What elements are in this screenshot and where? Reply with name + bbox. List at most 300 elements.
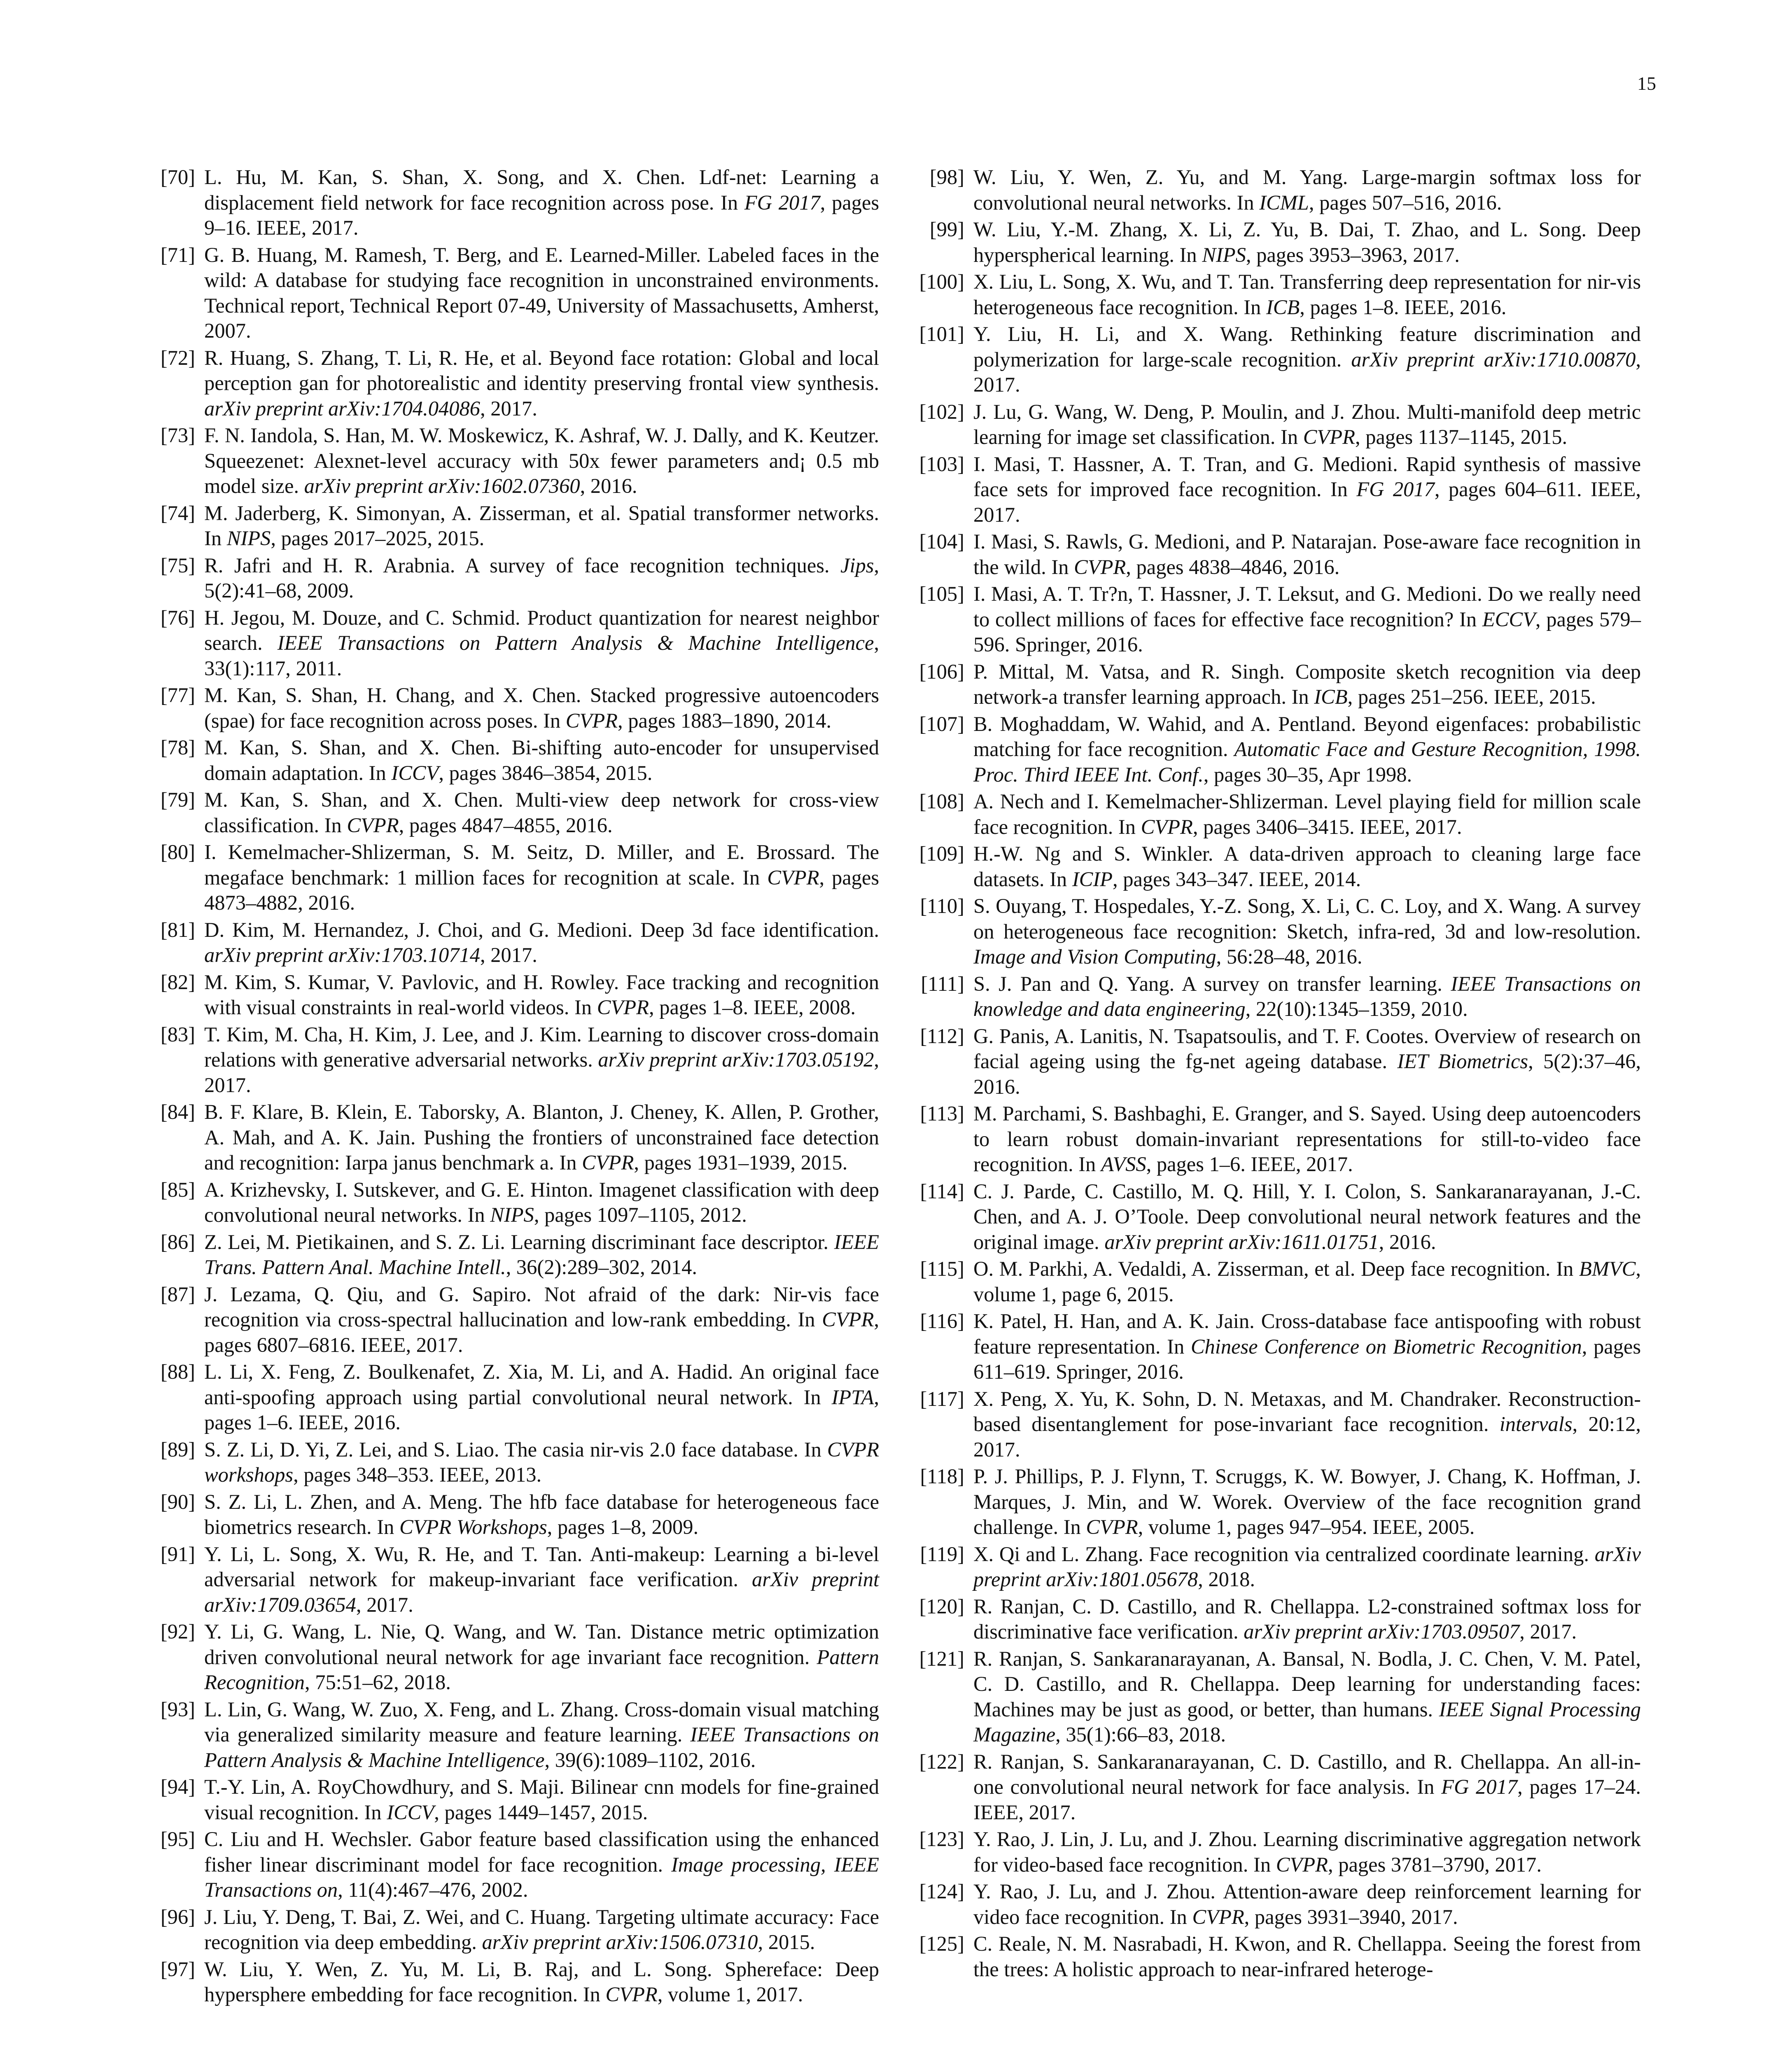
reference-segment: Y. Rao, J. Lin, J. Lu, and J. Zhou. Learning discriminative aggregation network for video-based face recognition. In xyxy=(973,1828,1641,1876)
reference-text xyxy=(204,1022,879,1098)
reference-venue: Pattern Recognition xyxy=(204,1645,879,1694)
reference-venue: IEEE Signal Processing Magazine xyxy=(973,1697,1641,1746)
reference-entry xyxy=(152,501,879,551)
reference-text xyxy=(204,1230,879,1280)
reference-segment: I. Kemelmacher-Shlizerman, S. M. Seitz, D. Miller, and E. Brossard. The megaface benchmark: 1 million faces for recognition at scale. In xyxy=(204,840,879,889)
reference-entry xyxy=(914,1179,1641,1255)
reference-segment: W. Liu, Y. Wen, Z. Yu, and M. Yang. Large-margin softmax loss for convolutional neural networks. In xyxy=(973,166,1641,214)
reference-text xyxy=(204,970,879,1020)
reference-segment: , pages 4873–4882, 2016. xyxy=(204,866,880,914)
reference-number: [75] xyxy=(160,553,195,577)
reference-segment: S. J. Pan and Q. Yang. A survey on transfer learning. xyxy=(973,972,1451,995)
reference-text xyxy=(204,501,879,551)
reference-segment: , pages 4838–4846, 2016. xyxy=(1126,555,1340,579)
reference-number: [107] xyxy=(919,712,964,735)
reference-segment: B. F. Klare, B. Klein, E. Taborsky, A. Blanton, J. Cheney, K. Allen, P. Grother, A. Mah, and A. K. Jain. Pushing the frontiers of unconstrained face detection and recognition: Iarpa janus benchmark a. In xyxy=(204,1100,879,1174)
reference-segment: C. Liu and H. Wechsler. Gabor feature based classification using the enhanced fisher linear discriminant model for face recognition. xyxy=(204,1828,879,1876)
reference-number: [100] xyxy=(919,270,964,293)
reference-number: [120] xyxy=(919,1594,964,1618)
reference-entry xyxy=(152,605,879,682)
reference-segment: , 2016. xyxy=(580,474,637,497)
reference-text xyxy=(973,1101,1641,1177)
reference-text xyxy=(973,1827,1641,1877)
reference-number: [110] xyxy=(920,894,964,917)
reference-venue: ICCV xyxy=(391,761,439,784)
reference-number: [72] xyxy=(160,346,195,369)
reference-text xyxy=(204,553,879,604)
reference-segment: , pages 1–8, 2009. xyxy=(547,1515,699,1538)
reference-text xyxy=(204,165,879,241)
reference-entry xyxy=(914,1101,1641,1177)
reference-number: [81] xyxy=(160,918,195,941)
reference-venue: IEEE Transactions on knowledge and data engineering xyxy=(973,972,1641,1020)
reference-entry xyxy=(914,1464,1641,1540)
reference-entry xyxy=(914,1749,1641,1826)
reference-segment: , pages 348–353. IEEE, 2013. xyxy=(293,1463,542,1486)
reference-segment: , pages 1883–1890, 2014. xyxy=(618,709,832,732)
reference-entry xyxy=(152,917,879,968)
reference-entry xyxy=(152,1437,879,1488)
reference-venue: IEEE Transactions on Pattern Analysis & Machine Intelligence xyxy=(204,1723,879,1772)
reference-segment: , pages 17–24. IEEE, 2017. xyxy=(973,1775,1641,1824)
reference-venue: ICB xyxy=(1266,295,1300,319)
reference-number: [97] xyxy=(160,1957,195,1981)
reference-segment: W. Liu, Y. Wen, Z. Yu, M. Li, B. Raj, and L. Song. Sphereface: Deep hypersphere embedding for face recognition. In xyxy=(204,1957,879,2006)
reference-text xyxy=(973,399,1641,450)
reference-segment: W. Liu, Y.-M. Zhang, X. Li, Z. Yu, B. Dai, T. Zhao, and L. Song. Deep hyperspherical learning. In xyxy=(973,218,1641,266)
reference-entry xyxy=(152,1905,879,1955)
references-left-column xyxy=(152,165,879,2009)
reference-text xyxy=(973,1594,1641,1645)
reference-text xyxy=(973,322,1641,398)
reference-number: [121] xyxy=(919,1647,964,1670)
reference-segment: L. Li, X. Feng, Z. Boulkenafet, Z. Xia, M. Li, and A. Hadid. An original face anti-spoofing approach using partial convolutional neural network. In xyxy=(204,1360,879,1409)
reference-number: [99] xyxy=(929,218,964,241)
reference-venue: ICIP xyxy=(1072,867,1113,891)
reference-entry xyxy=(152,683,879,733)
reference-text xyxy=(204,423,879,499)
reference-venue: IPTA xyxy=(831,1385,874,1409)
reference-segment: P. J. Phillips, P. J. Flynn, T. Scruggs, K. W. Bowyer, J. Chang, K. Hoffman, J. Marques, J. Min, and W. Worek. Overview of the face recognition grand challenge. In xyxy=(973,1465,1641,1538)
reference-segment: M. Jaderberg, K. Simonyan, A. Zisserman, et al. Spatial transformer networks. In xyxy=(204,501,879,550)
reference-segment: , volume 1, pages 947–954. IEEE, 2005. xyxy=(1138,1515,1475,1538)
reference-entry xyxy=(152,1100,879,1176)
reference-venue: CVPR xyxy=(347,813,399,837)
reference-entry xyxy=(152,1230,879,1280)
reference-venue: FG 2017 xyxy=(1356,478,1435,501)
reference-segment: A. Krizhevsky, I. Sutskever, and G. E. Hinton. Imagenet classification with deep convolutional neural networks. In xyxy=(204,1178,879,1226)
reference-text xyxy=(204,1437,879,1488)
reference-number: [114] xyxy=(920,1179,964,1203)
reference-venue: CVPR xyxy=(1276,1853,1328,1876)
reference-entry xyxy=(914,1931,1641,1982)
reference-segment: , 39(6):1089–1102, 2016. xyxy=(544,1748,756,1772)
reference-venue: CVPR xyxy=(1074,555,1126,579)
reference-text xyxy=(973,1309,1641,1385)
reference-segment: , 5(2):41–68, 2009. xyxy=(204,553,879,602)
reference-number: [93] xyxy=(160,1697,195,1721)
reference-number: [90] xyxy=(160,1490,195,1513)
reference-segment: , pages 1137–1145, 2015. xyxy=(1355,425,1568,448)
reference-entry xyxy=(152,787,879,838)
reference-segment: C. Reale, N. M. Nasrabadi, H. Kwon, and R. Chellappa. Seeing the forest from the trees: A holistic approach to near-infrared heteroge- xyxy=(973,1932,1641,1981)
reference-venue: ICCV xyxy=(387,1800,434,1824)
reference-text xyxy=(973,1931,1641,1982)
reference-segment: , 20:12, 2017. xyxy=(973,1412,1641,1461)
reference-venue: arXiv preprint arXiv:1801.05678 xyxy=(973,1542,1641,1591)
reference-segment: , pages 3953–3963, 2017. xyxy=(1246,243,1460,266)
reference-segment: , pages 611–619. Springer, 2016. xyxy=(973,1335,1641,1383)
reference-entry xyxy=(152,735,879,786)
reference-text xyxy=(973,894,1641,970)
reference-entry xyxy=(914,1024,1641,1100)
reference-segment: Y. Li, G. Wang, L. Nie, Q. Wang, and W. Tan. Distance metric optimization driven convolutional neural network for age invariant face recognition. xyxy=(204,1620,879,1669)
reference-venue: Image and Vision Computing xyxy=(973,945,1216,968)
reference-venue: arXiv preprint arXiv:1710.00870 xyxy=(1351,348,1636,371)
reference-segment: , 2016. xyxy=(1379,1230,1436,1254)
reference-number: [87] xyxy=(160,1282,195,1306)
reference-segment: S. Ouyang, T. Hospedales, Y.-Z. Song, X. Li, C. C. Loy, and X. Wang. A survey on heterogeneous face recognition: Sketch, infra-red, 3d and low-resolution. xyxy=(973,894,1641,943)
reference-venue: AVSS xyxy=(1101,1153,1146,1176)
reference-number: [118] xyxy=(920,1465,964,1488)
reference-entry xyxy=(914,1309,1641,1385)
reference-text xyxy=(973,1179,1641,1255)
reference-segment: X. Liu, L. Song, X. Wu, and T. Tan. Transferring deep representation for nir-vis heterogeneous face recognition. In xyxy=(973,270,1641,319)
reference-number: [85] xyxy=(160,1178,195,1201)
reference-text xyxy=(204,1100,879,1176)
reference-text xyxy=(973,971,1641,1022)
reference-entry xyxy=(914,399,1641,450)
reference-entry xyxy=(152,346,879,422)
reference-number: [71] xyxy=(160,243,195,266)
reference-text xyxy=(973,452,1641,528)
reference-segment: M. Parchami, S. Bashbaghi, E. Granger, and S. Sayed. Using deep autoencoders to learn robust domain-invariant representations for still-to-video face recognition. In xyxy=(973,1102,1641,1176)
reference-segment: P. Mittal, M. Vatsa, and R. Singh. Composite sketch recognition via deep network-a transfer learning approach. In xyxy=(973,660,1641,708)
reference-entry xyxy=(914,1542,1641,1592)
reference-segment: R. Ranjan, S. Sankaranarayanan, A. Bansal, N. Bodla, J. C. Chen, V. M. Patel, C. D. Castillo, and R. Chellappa. Deep learning for understanding faces: Machines may be just as good, or better, than humans. xyxy=(973,1647,1641,1721)
reference-segment: L. Hu, M. Kan, S. Shan, X. Song, and X. Chen. Ldf-net: Learning a displacement field network for face recognition across pose. In xyxy=(204,166,879,214)
reference-venue: Chinese Conference on Biometric Recognition xyxy=(1190,1335,1582,1358)
reference-number: [78] xyxy=(160,736,195,759)
reference-segment: , pages 1449–1457, 2015. xyxy=(434,1800,648,1824)
reference-number: [122] xyxy=(919,1750,964,1773)
reference-segment: , pages 579–596. Springer, 2016. xyxy=(973,607,1641,656)
reference-segment: , pages 9–16. IEEE, 2017. xyxy=(204,191,879,239)
reference-segment: , pages 251–256. IEEE, 2015. xyxy=(1347,685,1596,708)
reference-segment: , pages 1931–1939, 2015. xyxy=(634,1151,848,1174)
reference-entry xyxy=(914,269,1641,320)
reference-segment: K. Patel, H. Han, and A. K. Jain. Cross-database face antispoofing with robust feature representation. In xyxy=(973,1310,1641,1358)
reference-venue: arXiv preprint arXiv:1709.03654 xyxy=(204,1568,879,1616)
reference-segment: R. Jafri and H. R. Arabnia. A survey of face recognition techniques. xyxy=(204,553,841,577)
reference-entry xyxy=(914,1646,1641,1748)
reference-number: [109] xyxy=(919,842,964,865)
reference-segment: B. Moghaddam, W. Wahid, and A. Pentland. Beyond eigenfaces: probabilistic matching for face recognition. xyxy=(973,712,1641,761)
reference-segment: I. Masi, S. Rawls, G. Medioni, and P. Natarajan. Pose-aware face recognition in the wild. In xyxy=(973,530,1641,579)
reference-number: [117] xyxy=(920,1387,964,1410)
reference-entry xyxy=(152,1542,879,1618)
reference-text xyxy=(204,1359,879,1436)
reference-entry xyxy=(152,970,879,1020)
reference-segment: J. Lu, G. Wang, W. Deng, P. Moulin, and J. Zhou. Multi-manifold deep metric learning for image set classification. In xyxy=(973,400,1641,448)
reference-number: [80] xyxy=(160,840,195,864)
reference-number: [124] xyxy=(919,1880,964,1903)
reference-segment: C. J. Parde, C. Castillo, M. Q. Hill, Y. I. Colon, S. Sankaranarayanan, J.-C. Chen, and A. J. O’Toole. Deep convolutional neural network features and the original image. xyxy=(973,1179,1641,1254)
reference-venue: FG 2017 xyxy=(744,191,820,214)
reference-text xyxy=(973,1387,1641,1463)
reference-venue: IEEE Trans. Pattern Anal. Machine Intell. xyxy=(204,1230,879,1279)
reference-number: [113] xyxy=(920,1102,964,1125)
reference-venue: CVPR xyxy=(582,1151,634,1174)
reference-segment: , 2017. xyxy=(480,397,537,420)
reference-number: [70] xyxy=(160,166,195,189)
reference-venue: CVPR xyxy=(1141,815,1193,838)
reference-segment: G. Panis, A. Lanitis, N. Tsapatsoulis, and T. F. Cootes. Overview of research on facial ageing using the fg-net ageing database. xyxy=(973,1024,1641,1073)
reference-number: [74] xyxy=(160,501,195,525)
reference-segment: M. Kan, S. Shan, and X. Chen. Bi-shifting auto-encoder for unsupervised domain adaptation. In xyxy=(204,736,879,784)
reference-entry xyxy=(152,1774,879,1825)
reference-text xyxy=(973,269,1641,320)
reference-entry xyxy=(914,1256,1641,1307)
reference-venue: arXiv preprint arXiv:1506.07310 xyxy=(482,1931,758,1954)
reference-segment: , pages 3846–3854, 2015. xyxy=(439,761,653,784)
reference-text xyxy=(204,787,879,838)
reference-segment: I. Masi, A. T. Tr?n, T. Hassner, J. T. Leksut, and G. Medioni. Do we really need to collect millions of faces for effective face recognition? In xyxy=(973,582,1641,631)
reference-entry xyxy=(914,1387,1641,1463)
reference-entry xyxy=(152,1359,879,1436)
reference-segment: M. Kan, S. Shan, H. Chang, and X. Chen. Stacked progressive autoencoders (spae) for face recognition across poses. In xyxy=(204,684,879,732)
reference-text xyxy=(973,581,1641,658)
reference-venue: Jips xyxy=(840,553,874,577)
reference-segment: L. Lin, G. Wang, W. Zuo, X. Feng, and L. Zhang. Cross-domain visual matching via generalized similarity measure and feature learning. xyxy=(204,1697,879,1746)
reference-segment: Y. Liu, H. Li, and X. Wang. Rethinking feature discrimination and polymerization for large-scale recognition. xyxy=(973,322,1641,371)
reference-venue: IET Biometrics xyxy=(1397,1050,1528,1073)
reference-number: [79] xyxy=(160,788,195,811)
reference-entry xyxy=(914,217,1641,268)
reference-number: [83] xyxy=(160,1022,195,1046)
reference-text xyxy=(973,165,1641,215)
reference-entry xyxy=(152,423,879,499)
reference-entry xyxy=(914,1879,1641,1930)
reference-text xyxy=(204,683,879,733)
reference-segment: , volume 1, 2017. xyxy=(657,1983,803,2006)
reference-entry xyxy=(914,581,1641,658)
reference-venue: ICML xyxy=(1259,191,1309,214)
reference-venue: CVPR workshops xyxy=(204,1438,879,1486)
reference-segment: M. Kim, S. Kumar, V. Pavlovic, and H. Rowley. Face tracking and recognition with visual constraints in real-world videos. In xyxy=(204,970,879,1019)
reference-number: [91] xyxy=(160,1542,195,1566)
reference-number: [112] xyxy=(920,1024,964,1048)
reference-entry xyxy=(152,1177,879,1228)
reference-venue: NIPS xyxy=(1202,243,1246,266)
reference-text xyxy=(973,1879,1641,1930)
reference-segment: J. Liu, Y. Deng, T. Bai, Z. Wei, and C. Huang. Targeting ultimate accuracy: Face recognition via deep embedding. xyxy=(204,1905,879,1954)
reference-entry xyxy=(914,789,1641,840)
reference-segment: X. Peng, X. Yu, K. Sohn, D. N. Metaxas, and M. Chandraker. Reconstruction-based disentanglement for pose-invariant face recognition. xyxy=(973,1387,1641,1436)
reference-text xyxy=(973,217,1641,268)
reference-segment: , pages 30–35, Apr 1998. xyxy=(1203,763,1412,786)
reference-segment: S. Z. Li, L. Zhen, and A. Meng. The hfb face database for heterogeneous face biometrics research. In xyxy=(204,1490,879,1538)
reference-number: [103] xyxy=(919,452,964,476)
reference-segment: T. Kim, M. Cha, H. Kim, J. Lee, and J. Kim. Learning to discover cross-domain relations with generative adversarial networks. xyxy=(204,1022,879,1071)
reference-venue: arXiv preprint arXiv:1703.05192 xyxy=(598,1048,874,1071)
reference-segment: , 5(2):37–46, 2016. xyxy=(973,1050,1641,1098)
reference-segment: , 2017. xyxy=(204,1048,879,1097)
reference-number: [82] xyxy=(160,970,195,994)
reference-entry xyxy=(914,971,1641,1022)
reference-text xyxy=(204,1774,879,1825)
reference-segment: A. Nech and I. Kemelmacher-Shlizerman. Level playing field for million scale face recognition. In xyxy=(973,790,1641,838)
reference-number: [76] xyxy=(160,606,195,629)
reference-segment: , pages 4847–4855, 2016. xyxy=(399,813,613,837)
reference-segment: , pages 343–347. IEEE, 2014. xyxy=(1112,867,1361,891)
reference-venue: Automatic Face and Gesture Recognition, 1998. Proc. Third IEEE Int. Conf. xyxy=(973,738,1641,786)
reference-segment: , 35(1):66–83, 2018. xyxy=(1055,1723,1226,1746)
reference-venue: CVPR xyxy=(597,996,649,1019)
reference-venue: CVPR xyxy=(1086,1515,1138,1538)
reference-text xyxy=(973,529,1641,580)
reference-entry xyxy=(152,1022,879,1098)
reference-number: [101] xyxy=(919,322,964,346)
reference-number: [111] xyxy=(921,972,964,995)
reference-segment: H. Jegou, M. Douze, and C. Schmid. Product quantization for nearest neighbor search. xyxy=(204,606,879,654)
reference-text xyxy=(204,735,879,786)
reference-number: [95] xyxy=(160,1828,195,1851)
reference-segment: R. Ranjan, C. D. Castillo, and R. Chellappa. L2-constrained softmax loss for discriminative face verification. xyxy=(973,1594,1641,1643)
reference-text xyxy=(973,1024,1641,1100)
reference-entry xyxy=(914,894,1641,970)
reference-segment: Y. Li, L. Song, X. Wu, R. He, and T. Tan. Anti-makeup: Learning a bi-level adversarial network for makeup-invariant face verification. xyxy=(204,1542,879,1591)
reference-segment: , pages 507–516, 2016. xyxy=(1309,191,1502,214)
reference-entry xyxy=(152,840,879,916)
reference-segment: , 75:51–62, 2018. xyxy=(305,1671,451,1694)
reference-text xyxy=(204,917,879,968)
reference-segment: S. Z. Li, D. Yi, Z. Lei, and S. Liao. The casia nir-vis 2.0 face database. In xyxy=(204,1438,827,1461)
reference-segment: I. Masi, T. Hassner, A. T. Tran, and G. Medioni. Rapid synthesis of massive face sets for improved face recognition. In xyxy=(973,452,1641,501)
reference-segment: R. Huang, S. Zhang, T. Li, R. He, et al. Beyond face rotation: Global and local perception gan for photorealistic and identity preserving frontal view synthesis. xyxy=(204,346,879,395)
reference-segment: , 2017. xyxy=(480,943,537,966)
reference-venue: arXiv preprint arXiv:1703.10714 xyxy=(204,943,480,966)
reference-text xyxy=(973,659,1641,710)
reference-number: [94] xyxy=(160,1775,195,1798)
reference-number: [102] xyxy=(919,400,964,423)
reference-number: [89] xyxy=(160,1438,195,1461)
reference-number: [106] xyxy=(919,660,964,683)
reference-segment: H.-W. Ng and S. Winkler. A data-driven approach to cleaning large face datasets. In xyxy=(973,842,1641,891)
reference-entry xyxy=(152,553,879,604)
reference-segment: , 56:28–48, 2016. xyxy=(1216,945,1363,968)
reference-segment: , 2017. xyxy=(973,348,1641,396)
reference-segment: X. Qi and L. Zhang. Face recognition via centralized coordinate learning. xyxy=(973,1542,1595,1566)
reference-number: [73] xyxy=(160,424,195,447)
reference-venue: CVPR xyxy=(1192,1905,1244,1928)
reference-segment: , pages 1–6. IEEE, 2017. xyxy=(1146,1153,1353,1176)
reference-number: [84] xyxy=(160,1100,195,1123)
reference-segment: T.-Y. Lin, A. RoyChowdhury, and S. Maji. Bilinear cnn models for fine-grained visual recognition. In xyxy=(204,1775,879,1824)
reference-number: [116] xyxy=(920,1310,964,1333)
reference-venue: CVPR xyxy=(822,1308,874,1331)
reference-segment: , pages 1–8. IEEE, 2016. xyxy=(1300,295,1507,319)
reference-entry xyxy=(914,1594,1641,1645)
reference-segment: , volume 1, page 6, 2015. xyxy=(973,1257,1641,1306)
reference-entry xyxy=(152,1619,879,1695)
reference-venue: CVPR xyxy=(1303,425,1355,448)
reference-entry xyxy=(152,1697,879,1773)
reference-segment: , pages 3781–3790, 2017. xyxy=(1328,1853,1542,1876)
reference-venue: CVPR xyxy=(605,1983,658,2006)
reference-venue: intervals xyxy=(1499,1412,1573,1436)
reference-segment: G. B. Huang, M. Ramesh, T. Berg, and E. Learned-Miller. Labeled faces in the wild: A database for studying face recognition in unconstrained environments. Technical report, Technical Report 07-49, University of Massachusetts, Amherst, 2007. xyxy=(204,243,879,342)
reference-text xyxy=(204,1697,879,1773)
reference-text xyxy=(973,1749,1641,1826)
reference-entry xyxy=(914,529,1641,580)
reference-segment: , 22(10):1345–1359, 2010. xyxy=(1245,997,1468,1020)
reference-text xyxy=(204,1282,879,1358)
reference-segment: , 2017. xyxy=(356,1593,413,1616)
reference-entry xyxy=(152,165,879,241)
page-number: 15 xyxy=(1637,73,1656,94)
reference-segment: , 11(4):467–476, 2002. xyxy=(338,1878,528,1901)
reference-venue: FG 2017 xyxy=(1441,1775,1518,1798)
reference-number: [123] xyxy=(919,1828,964,1851)
reference-number: [96] xyxy=(160,1905,195,1928)
reference-segment: F. N. Iandola, S. Han, M. W. Moskewicz, K. Ashraf, W. J. Dally, and K. Keutzer. Squeezenet: Alexnet-level accuracy with 50x fewer parameters and¡ 0.5 mb model size. xyxy=(204,424,879,497)
reference-segment: , pages 3931–3940, 2017. xyxy=(1244,1905,1458,1928)
reference-venue: arXiv preprint arXiv:1704.04086 xyxy=(204,397,480,420)
reference-text xyxy=(973,1542,1641,1592)
reference-entry xyxy=(914,452,1641,528)
reference-text xyxy=(204,1177,879,1228)
reference-text xyxy=(204,1827,879,1903)
reference-entry xyxy=(914,165,1641,215)
reference-number: [119] xyxy=(920,1542,964,1566)
reference-text xyxy=(204,1957,879,2008)
reference-text xyxy=(204,346,879,422)
reference-text xyxy=(973,1256,1641,1307)
reference-entry xyxy=(152,243,879,344)
reference-segment: , 33(1):117, 2011. xyxy=(204,631,879,680)
reference-segment: , 2017. xyxy=(1519,1620,1577,1643)
reference-entry xyxy=(914,322,1641,398)
reference-segment: , pages 1097–1105, 2012. xyxy=(534,1203,747,1226)
reference-text xyxy=(204,1905,879,1955)
reference-segment: R. Ranjan, S. Sankaranarayanan, C. D. Castillo, and R. Chellappa. An all-in-one convolutional neural network for face analysis. In xyxy=(973,1750,1641,1798)
reference-entry xyxy=(152,1957,879,2008)
reference-venue: ECCV xyxy=(1482,607,1535,631)
reference-venue: arXiv preprint arXiv:1611.01751 xyxy=(1104,1230,1379,1254)
reference-text xyxy=(204,1489,879,1540)
reference-segment: M. Kan, S. Shan, and X. Chen. Multi-view deep network for cross-view classification. In xyxy=(204,788,879,837)
reference-venue: NIPS xyxy=(490,1203,534,1226)
reference-entry xyxy=(914,841,1641,892)
reference-segment: J. Lezama, Q. Qiu, and G. Sapiro. Not afraid of the dark: Nir-vis face recognition via cross-spectral hallucination and low-rank embedding. In xyxy=(204,1282,879,1331)
reference-venue: ICB xyxy=(1314,685,1348,708)
reference-entry xyxy=(914,1827,1641,1877)
reference-number: [104] xyxy=(919,530,964,553)
reference-number: [108] xyxy=(919,790,964,813)
reference-number: [105] xyxy=(919,582,964,605)
reference-number: [88] xyxy=(160,1360,195,1383)
reference-number: [125] xyxy=(919,1932,964,1955)
reference-segment: Z. Lei, M. Pietikainen, and S. Z. Li. Learning discriminant face descriptor. xyxy=(204,1230,834,1254)
reference-text xyxy=(204,605,879,682)
reference-venue: arXiv preprint arXiv:1703.09507 xyxy=(1244,1620,1520,1643)
reference-text xyxy=(204,840,879,916)
reference-entry xyxy=(914,659,1641,710)
reference-venue: NIPS xyxy=(226,527,271,550)
reference-entry xyxy=(152,1282,879,1358)
reference-text xyxy=(973,841,1641,892)
